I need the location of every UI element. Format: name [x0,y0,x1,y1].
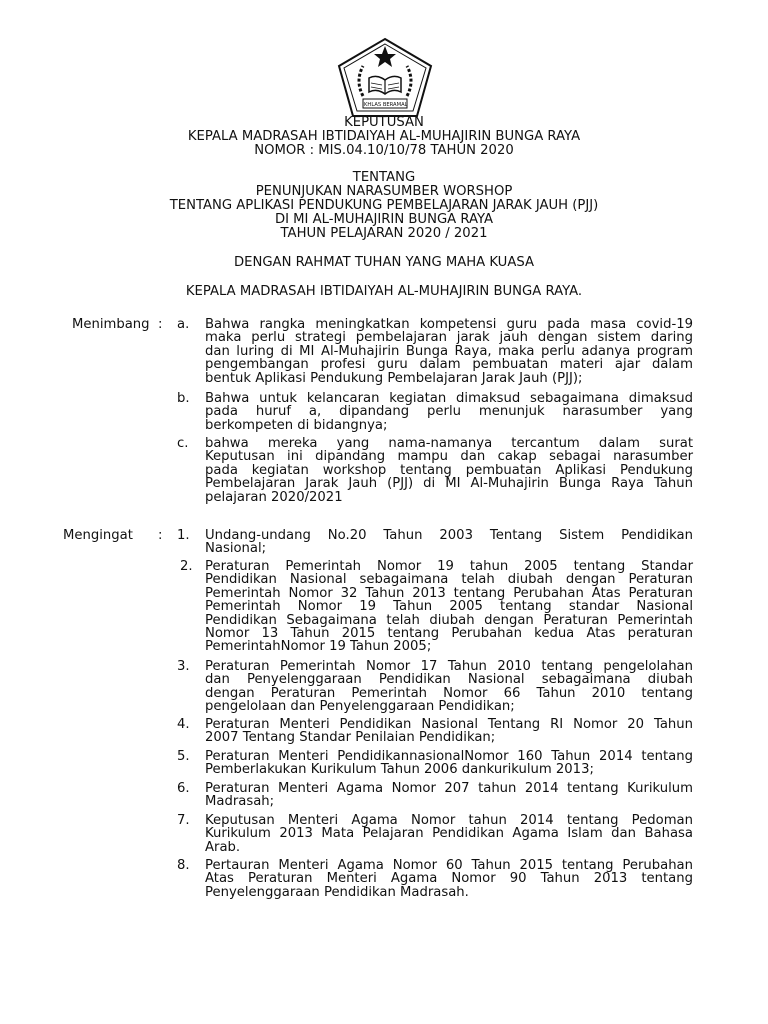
kemenag-emblem-icon [333,36,437,120]
menimbang-item [177,437,693,504]
mengingat-item [177,814,693,854]
item-marker: 5. [177,749,190,764]
item-text: Peraturan Menteri PendidikannasionalNomor 160 Tahun 2014 tentang Pemberlakukan Kurikulum Tahun 2006 dankurikulum 2013; [205,749,693,778]
item-marker: 1. [177,528,190,543]
item-text: bahwa mereka yang nama-namanya tercantum dalam surat Keputusan ini dipandang mampu dan cakap sebagai narasumber pada kegiatan workshop tentang pembuatan Aplikasi Pendukung Pembelajaran Jarak Jauh (PJJ) di MI Al-Muhajirin Bunga Raya Tahun pelajaran 2020/2021 [205,436,693,505]
mengingat-item [177,782,693,809]
mengingat-item [177,529,693,556]
item-text: Bahwa untuk kelancaran kegiatan dimaksud sebagaimana dimaksud pada huruf a, dipandang perlu menunjuk narasumber yang berkompeten di bidangnya; [205,391,693,433]
item-text: Undang-undang No.20 Tahun 2003 Tentang Sistem Pendidikan Nasional; [205,528,693,557]
item-marker: 8. [177,858,190,873]
item-text: Pertauran Menteri Agama Nomor 60 Tahun 2015 tentang Perubahan Atas Peraturan Menteri Agama Nomor 90 Tahun 2013 tentang Penyelenggaraan Pendidikan Madrasah. [205,858,693,900]
menimbang-label: Menimbang [72,317,150,332]
mengingat-label: Mengingat [63,528,133,543]
item-text: Peraturan Menteri Agama Nomor 207 tahun 2014 tentang Kurikulum Madrasah; [205,781,693,810]
mengingat-item [177,750,693,777]
item-marker: b. [177,391,190,406]
menimbang-item [177,392,693,432]
decree-issuer: KEPALA MADRASAH IBTIDAIYAH AL-MUHAJIRIN BUNGA RAYA [187,129,581,144]
item-marker: 3. [177,659,190,674]
item-text: Peraturan Menteri Pendidikan Nasional Tentang RI Nomor 20 Tahun 2007 Tentang Standar Penilaian Pendidikan; [205,717,693,746]
item-text: Peraturan Pemerintah Nomor 17 Tahun 2010 tentang pengelolahan dan Penyelenggaraan Pendidikan Nasional sebagaimana diubah dengan Peraturan Pemerintah Nomor 66 Tahun 2010 tentang pengelolaan dan Penyelenggaraan Pendidikan; [205,659,693,715]
preamble: DENGAN RAHMAT TUHAN YANG MAHA KUASA [233,255,534,270]
item-marker: a. [177,317,190,332]
item-marker: c. [177,436,189,451]
item-text: Bahwa rangka meningkatkan kompetensi guru pada masa covid-19 maka perlu strategi pembelajaran jarak jauh dengan sistem daring dan luring di MI Al-Muhajirin Bunga Raya, maka perlu adanya program pengembangan profesi guru dalam pembuatan materi ajar dalam bentuk Aplikasi Pendukung Pembelajaran Jarak Jauh (PJJ); [205,317,693,386]
item-marker: 2. [180,559,193,574]
mengingat-item [177,718,693,745]
subject-label: TENTANG [352,170,416,185]
menimbang-colon: : [158,317,163,332]
decree-title: KEPUTUSAN [344,115,424,130]
item-marker: 7. [177,813,190,828]
menimbang-item [177,318,693,385]
item-text: Peraturan Pemerintah Nomor 19 tahun 2005 tentang Standar Pendidikan Nasional sebagaimana telah diubah dengan Peraturan Pemerintah Nomor 32 Tahun 2013 tentang Perubahan Atas Peraturan Pemerintah Nomor 19 Tahun 2005 tentang standar Nasional Pendidikan Sebagaimana telah diubah dengan Peraturan Pemerintah Nomor 13 Tahun 2015 tentang Perubahan kedua Atas peraturan PemerintahNomor 19 Tahun 2005; [205,559,693,655]
subject-line-2: TENTANG APLIKASI PENDUKUNG PEMBELAJARAN JARAK JAUH (PJJ) [169,198,599,213]
mengingat-item [177,660,693,714]
subject-line-1: PENUNJUKAN NARASUMBER WORSHOP [255,184,513,199]
subject-line-4: TAHUN PELAJARAN 2020 / 2021 [280,226,488,241]
item-marker: 6. [177,781,190,796]
mengingat-colon: : [158,528,163,543]
decree-number: NOMOR : MIS.04.10/10/78 TAHUN 2020 [254,143,514,158]
subject-line-3: DI MI AL-MUHAJIRIN BUNGA RAYA [274,212,494,227]
item-text: Keputusan Menteri Agama Nomor tahun 2014 tentang Pedoman Kurikulum 2013 Mata Pelajaran Pendidikan Agama Islam dan Bahasa Arab. [205,813,693,855]
mengingat-item [177,859,693,899]
emblem-banner-text: IKHLAS BERAMAL [362,102,408,108]
mengingat-item [180,560,693,654]
authority-line: KEPALA MADRASAH IBTIDAIYAH AL-MUHAJIRIN BUNGA RAYA. [185,284,583,299]
item-marker: 4. [177,717,190,732]
